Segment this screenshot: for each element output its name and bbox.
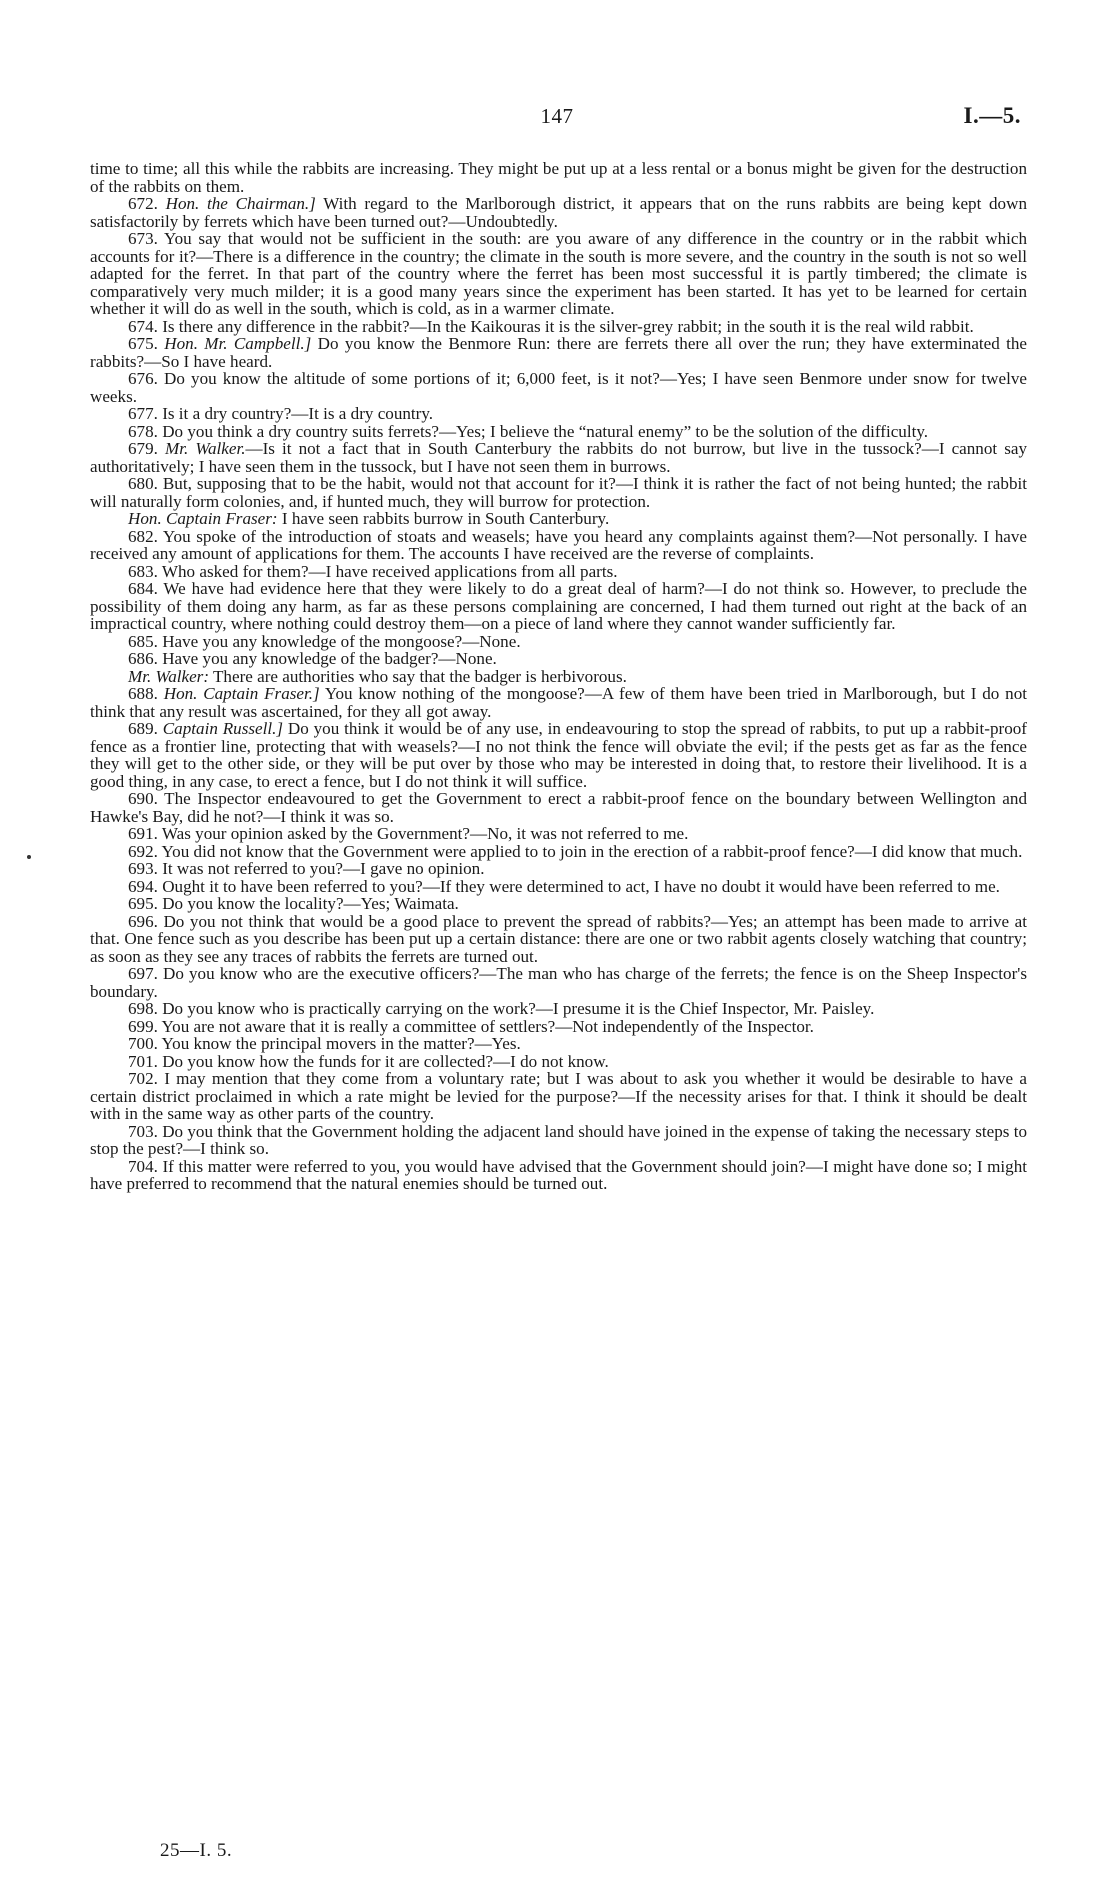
paragraph: 704. If this matter were referred to you, you would have advised that the Government should join?—I might have done so; I might have preferred to recommend that the natural enemies should be turned out. [90,1156,1027,1193]
speaker-name: Hon. Captain Fraser: [128,509,278,528]
paragraph [90,720,1027,790]
paragraph-text: Do you think it would be of any use, in endeavouring to stop the spread of rabbits, to put up a rabbit-proof fence as a frontier line, protecting that with weasels?—I no not think the fence will obviate the evil; if the pests get as far as the fence they will get to the other side, or they will be put over by those who may be interested in doing that, to restore their livelihood. It is a good thing, in any case, to erect a fence, but I do not think it will suffice. [90,719,1027,791]
paragraph: 699. You are not aware that it is really a committee of settlers?—Not independently of the Inspector. [128,1016,814,1036]
paragraph [90,335,1027,370]
paragraph: 695. Do you know the locality?—Yes; Waimata. [128,894,459,913]
speaker-name: Mr. Walker: [128,666,210,686]
paragraph-text: You know nothing of the mongoose?—A few of them have been tried in Marlborough, but I do not think that any result was ascertained, for they all got away. [90,684,1027,721]
speaker-name: Captain Russell.] [162,719,284,738]
speaker-name: Mr. Walker. [164,439,246,458]
paragraph [90,510,1027,528]
paragraph-text: Do you know the Benmore Run: there are ferrets there all over the run; they have exterminated the rabbits?—So I have heard. [90,334,1027,371]
question-number: 688. [128,684,164,703]
paragraph [90,440,1027,475]
evidence-text [90,160,1027,1193]
paragraph: 693. It was not referred to you?—I gave no opinion. [128,859,485,878]
question-number: 675. [128,334,165,353]
paragraph: 701. Do you know how the funds for it are collected?—I do not know. [128,1051,609,1071]
paragraph: 685. Have you any knowledge of the mongoose?—None. [128,631,521,651]
paragraph: 703. Do you think that the Government holding the adjacent land should have joined in the expense of taking the necessary steps to stop the pest?—I think so. [90,1121,1027,1158]
paragraph-text: I have seen rabbits burrow in South Canterbury. [277,509,610,528]
paragraph: 690. The Inspector endeavoured to get the Government to erect a rabbit-proof fence on the boundary between Wellington and Hawke's Bay, did he not?—I think it was so. [90,789,1027,826]
paragraph: 676. Do you know the altitude of some portions of it; 6,000 feet, is it not?—Yes; I have seen Benmore under snow for twelve weeks. [90,369,1027,406]
paragraph: time to time; all this while the rabbits are increasing. They might be put up at a less rental or a bonus might be given for the destruction of the rabbits on them. [90,159,1027,196]
question-number: 672. [128,194,166,213]
speaker-name: Hon. the Chairman.] [165,194,316,213]
paragraph: 684. We have had evidence here that they were likely to do a great deal of harm?—I do not think so. However, to preclude the possibility of them doing any harm, as far as these persons complaining are concerned, I had them turned out right at the back of an impractical country, where nothing could destroy them—on a piece of land where they cannot wander sufficiently far. [90,579,1027,633]
printer-signature: 25—I. 5. [160,1840,233,1861]
paragraph: 702. I may mention that they come from a voluntary rate; but I was about to ask you whether it would be desirable to have a certain district proclaimed in which a rate might be levied for the purpose?—If the necessity arises for that. I think it should be dealt with in the same way as other parts of the country. [90,1069,1027,1123]
paragraph-text: There are authorities who say that the badger is herbivorous. [209,666,627,686]
question-number: 679. [128,439,165,458]
margin-mark [27,855,31,859]
paragraph [90,668,1027,686]
paragraph: 674. Is there any difference in the rabbit?—In the Kaikouras it is the silver-grey rabbit; in the south it is the real wild rabbit. [128,316,974,336]
paragraph: 700. You know the principal movers in the matter?—Yes. [128,1034,521,1053]
paragraph [90,195,1027,230]
paragraph: 698. Do you know who is practically carrying on the work?—I presume it is the Chief Inspector, Mr. Paisley. [128,999,875,1018]
paragraph: 677. Is it a dry country?—It is a dry country. [128,404,434,423]
paragraph-text: —Is it not a fact that in South Canterbury the rabbits do not burrow, but live in the tussock?—I cannot say authoritatively; I have seen them in the tussock, but I have not seen them in burrows. [90,439,1028,476]
speaker-name: Hon. Captain Fraser.] [163,684,320,703]
question-number: 689. [128,719,163,738]
paragraph: 686. Have you any knowledge of the badger?—None. [128,649,497,668]
paragraph: 691. Was your opinion asked by the Government?—No, it was not referred to me. [128,824,689,843]
document-code: I.—5. [963,103,1021,128]
paragraph: 678. Do you think a dry country suits ferrets?—Yes; I believe the “natural enemy” to be the solution of the difficulty. [128,421,929,441]
paragraph: 694. Ought it to have been referred to you?—If they were determined to act, I have no doubt it would have been referred to me. [128,876,1000,896]
paragraph: 683. Who asked for them?—I have received applications from all parts. [128,561,618,581]
page-number: 147 [540,104,574,128]
paragraph: 697. Do you know who are the executive officers?—The man who has charge of the ferrets; the fence is on the Sheep Inspector's boundary. [90,964,1027,1001]
paragraph [90,685,1027,720]
paragraph: 673. You say that would not be sufficient in the south: are you aware of any difference in the country or in the rabbit which accounts for it?—There is a difference in the country; the climate in the south is more severe, and the country in the south is not so well adapted for the ferret. In that part of the country where the ferret has been most successful it is partly timbered; the climate is comparatively very much milder; it is a good many years since the experiment has been started. It has yet to be learned for certain whether it will do as well in the south, which is cold, as in a warmer climate. [90,229,1027,318]
speaker-name: Hon. Mr. Campbell.] [164,334,312,353]
paragraph: 680. But, supposing that to be the habit, would not that account for it?—I think it is rather the fact of not being hunted; the rabbit will naturally form colonies, and, if hunted much, they will burrow for protection. [90,474,1027,511]
paragraph: 682. You spoke of the introduction of stoats and weasels; have you heard any complaints against them?—Not personally. I have received any amount of applications for them. The accounts I have received are the reverse of complaints. [90,526,1027,563]
paragraph: 696. Do you not think that would be a good place to prevent the spread of rabbits?—Yes; an attempt has been made to arrive at that. One fence such as you describe has been put up a certain distance: there are one or two rabbit agents closely watching that country; as soon as they see any traces of rabbits the ferrets are turned out. [90,911,1027,966]
paragraph-text: With regard to the Marlborough district, it appears that on the runs rabbits are being kept down satisfactorily by ferrets which have been turned out?—Undoubtedly. [90,194,1027,231]
paragraph: 692. You did not know that the Government were applied to to join in the erection of a rabbit-proof fence?—I did know that much. [128,841,1023,861]
